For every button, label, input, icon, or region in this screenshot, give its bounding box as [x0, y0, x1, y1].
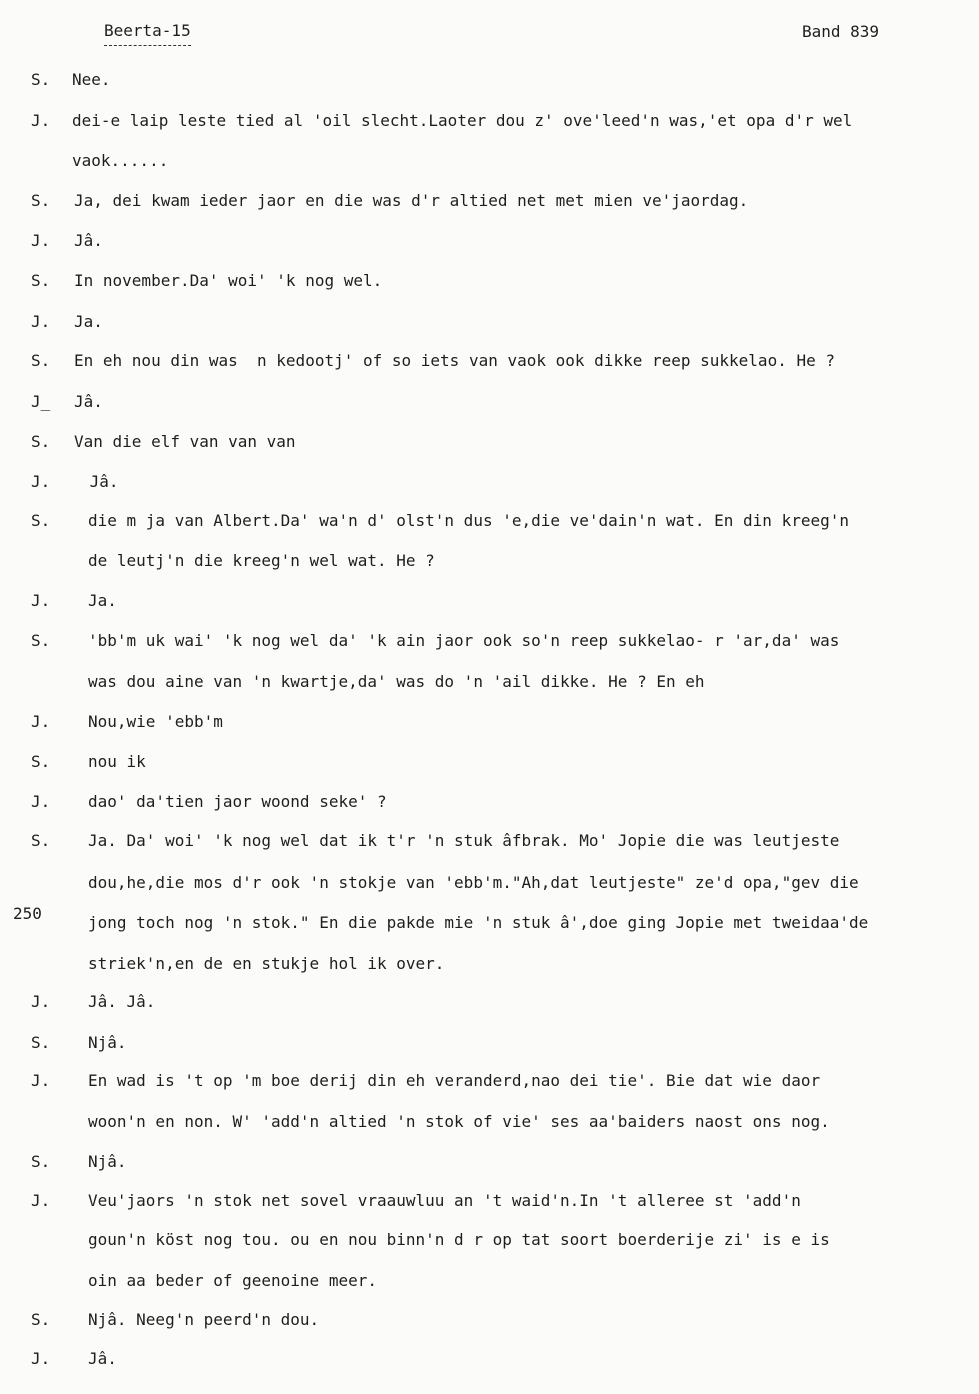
- transcript-line: [0, 830, 979, 852]
- speaker-label: S.: [31, 191, 51, 210]
- transcript-line: [0, 912, 979, 934]
- speaker-label: J.: [31, 591, 51, 610]
- speaker-label: S.: [31, 631, 51, 650]
- speaker-label: S.: [31, 1310, 51, 1329]
- line-text: dou,he,die mos d'r ook 'n stokje van 'ebb'm."Ah,dat leutjeste" ze'd opa,"gev die: [88, 873, 859, 892]
- transcript-line: [0, 230, 979, 252]
- speaker-label: S.: [31, 1033, 51, 1052]
- speaker-label: S.: [31, 1152, 51, 1171]
- speaker-label: J.: [31, 792, 51, 811]
- speaker-label: S.: [31, 432, 51, 451]
- line-text: Veu'jaors 'n stok net sovel vraauwluu an 't waid'n.In 't alleree st 'add'n: [88, 1191, 801, 1210]
- transcript-line: [0, 991, 979, 1013]
- line-text: jong toch nog 'n stok." En die pakde mie 'n stuk â',doe ging Jopie met tweidaa'de: [88, 913, 869, 932]
- transcript-line: [0, 1190, 979, 1212]
- line-text: woon'n en non. W' 'add'n altied 'n stok of vie' ses aa'baiders naost ons nog.: [88, 1112, 830, 1131]
- transcript-line: [0, 751, 979, 773]
- line-text: Ja, dei kwam ieder jaor en die was d'r altied net met mien ve'jaordag.: [74, 191, 749, 210]
- line-text: Jâ.: [80, 472, 119, 491]
- line-text: oin aa beder of geenoine meer.: [88, 1271, 377, 1290]
- line-text: Njâ.: [88, 1033, 127, 1052]
- transcript-line: [0, 431, 979, 453]
- line-text: nou ik: [88, 752, 146, 771]
- line-text: Jâ.: [74, 231, 103, 250]
- speaker-label: S.: [31, 351, 51, 370]
- transcript-line: [0, 311, 979, 333]
- speaker-label: J.: [31, 472, 51, 491]
- speaker-label: J.: [31, 111, 51, 130]
- transcript-line: [0, 590, 979, 612]
- transcript-line: [0, 711, 979, 733]
- line-text: Jâ.: [88, 1349, 117, 1368]
- transcript-line: [0, 791, 979, 813]
- line-text: vaok......: [72, 151, 169, 170]
- line-text: die m ja van Albert.Da' wa'n d' olst'n dus 'e,die ve'dain'n wat. En din kreeg'n: [88, 511, 849, 530]
- line-text: En eh nou din was n kedootj' of so iets van vaok ook dikke reep sukkelao. He ?: [74, 351, 835, 370]
- speaker-label: J.: [31, 1071, 51, 1090]
- speaker-label: J.: [31, 312, 51, 331]
- transcript-line: [0, 630, 979, 652]
- transcript-line: [0, 1070, 979, 1092]
- speaker-label: S.: [31, 831, 51, 850]
- transcript-line: [0, 190, 979, 212]
- speaker-label: S.: [31, 511, 51, 530]
- transcript-line: [0, 1270, 979, 1292]
- tape-number: Band 839: [802, 22, 880, 41]
- line-text: In november.Da' woi' 'k nog wel.: [74, 271, 383, 290]
- line-text: Njâ. Neeg'n peerd'n dou.: [88, 1310, 320, 1329]
- transcript-line: [0, 550, 979, 572]
- speaker-label: S.: [31, 70, 51, 89]
- line-text: Nee.: [72, 70, 111, 89]
- transcript-line: [0, 671, 979, 693]
- document-reference: Beerta-15: [104, 21, 191, 40]
- speaker-label: J.: [31, 1191, 51, 1210]
- line-text: dei-e laip leste tied al 'oil slecht.Laoter dou z' ove'leed'n was,'et opa d'r wel: [72, 111, 853, 130]
- line-text: de leutj'n die kreeg'n wel wat. He ?: [88, 551, 435, 570]
- transcript-line: [0, 1229, 979, 1251]
- transcript-line: [0, 953, 979, 975]
- line-text: striek'n,en de en stukje hol ik over.: [88, 954, 445, 973]
- speaker-label: J.: [31, 1349, 51, 1368]
- line-text: dao' da'tien jaor woond seke' ?: [88, 792, 387, 811]
- transcript-line: [0, 150, 979, 172]
- transcript-line: [0, 471, 979, 493]
- line-text: Nou,wie 'ebb'm: [88, 712, 223, 731]
- transcript-line: [0, 1348, 979, 1370]
- line-text: Ja.: [74, 312, 103, 331]
- transcript-line: [0, 391, 979, 413]
- speaker-label: S.: [31, 752, 51, 771]
- line-text: Ja.: [88, 591, 117, 610]
- line-text: 'bb'm uk wai' 'k nog wel da' 'k ain jaor ook so'n reep sukkelao- r 'ar,da' was: [88, 631, 840, 650]
- speaker-label: J.: [31, 712, 51, 731]
- speaker-label: S.: [31, 271, 51, 290]
- transcript-line: [0, 1151, 979, 1173]
- line-text: Jâ.: [74, 392, 103, 411]
- line-text: Van die elf van van van: [74, 432, 296, 451]
- transcript-line: [0, 350, 979, 372]
- transcript-line: [0, 1111, 979, 1133]
- transcript-line: [0, 510, 979, 532]
- line-text: goun'n köst nog tou. ou en nou binn'n d r op tat soort boerderije zi' is e is: [88, 1230, 830, 1249]
- speaker-label: J.: [31, 992, 51, 1011]
- line-text: Ja. Da' woi' 'k nog wel dat ik t'r 'n stuk âfbrak. Mo' Jopie die was leutjeste: [88, 831, 840, 850]
- transcript-line: [0, 1032, 979, 1054]
- speaker-label: J_: [31, 392, 51, 411]
- transcript-line: [0, 69, 979, 91]
- speaker-label: J.: [31, 231, 51, 250]
- transcript-line: [0, 1309, 979, 1331]
- transcript-line: [0, 110, 979, 132]
- line-text: En wad is 't op 'm boe derij din eh veranderd,nao dei tie'. Bie dat wie daor: [88, 1071, 821, 1090]
- line-text: Njâ.: [88, 1152, 127, 1171]
- margin-counter: 250: [13, 904, 42, 923]
- line-text: was dou aine van 'n kwartje,da' was do 'n 'ail dikke. He ? En eh: [88, 672, 705, 691]
- transcript-line: [0, 872, 979, 894]
- line-text: Jâ. Jâ.: [88, 992, 156, 1011]
- transcript-line: [0, 270, 979, 292]
